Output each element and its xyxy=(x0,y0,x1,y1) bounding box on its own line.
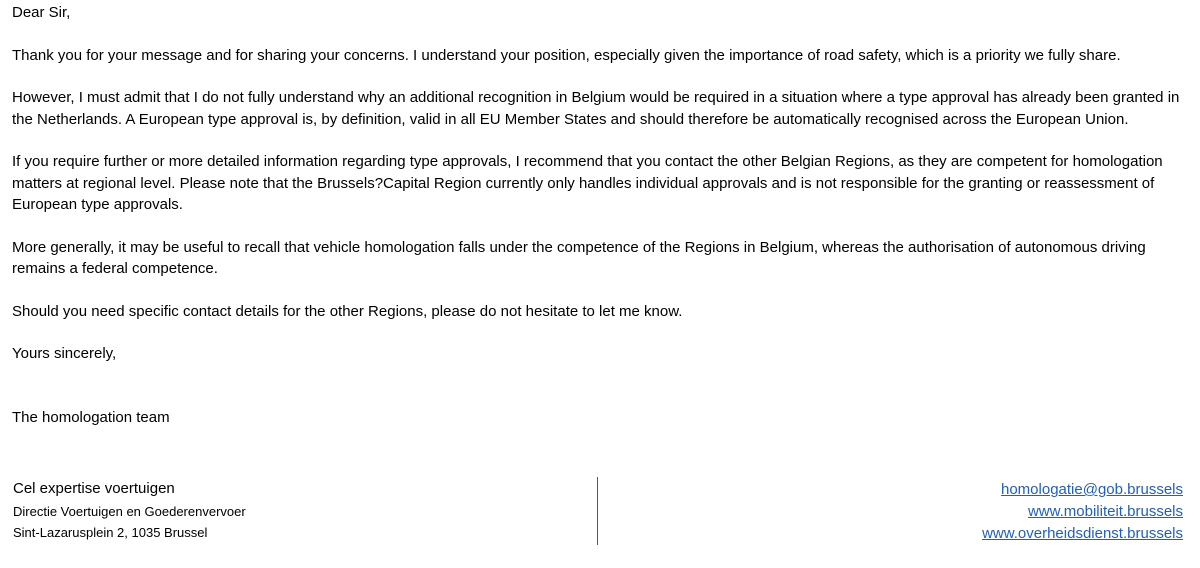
paragraph-competence: More generally, it may be useful to recall that vehicle homologation falls under the competence of the Regions in Belgium, whereas the authorisation of autonomous driving remains a federal competence. xyxy=(12,238,1146,277)
directorate-name: Directie Voertuigen en Goederenvervoer xyxy=(13,504,246,519)
paragraph-type-approval: However, I must admit that I do not fully understand why an additional recognition in Belgium would be required in a situation where a type approval has already been granted in the Netherlands. A European type approval is, by definition, valid in all EU Member States and should therefore be automatically recognised across the European Union. xyxy=(12,89,1180,128)
email-signature-footer xyxy=(13,477,1183,545)
postal-address: Sint-Lazarusplein 2, 1035 Brussel xyxy=(13,525,208,540)
contact-links xyxy=(982,479,1183,545)
email-link[interactable]: homologatie@gob.brussels xyxy=(1001,481,1183,498)
paragraph-thanks: Thank you for your message and for sharing your concerns. I understand your position, especially given the importance of road safety, which is a priority we fully share. xyxy=(12,46,1121,64)
paragraph-further-info: If you require further or more detailed information regarding type approvals, I recommend that you contact the other Belgian Regions, as they are competent for homologation matters at regional level. Please note that the Brussels?Capital Region currently only handles individual approvals and is not responsible for the granting or reassessment of European type approvals. xyxy=(12,153,1163,213)
department-info xyxy=(13,479,246,543)
paragraph-contact: Should you need specific contact details for the other Regions, please do not hesitate to let me know. xyxy=(12,302,683,320)
email-body xyxy=(12,2,1182,428)
footer-divider xyxy=(597,477,598,545)
signature: The homologation team xyxy=(12,408,170,426)
salutation: Dear Sir, xyxy=(12,4,71,21)
mobility-website-link[interactable]: www.mobiliteit.brussels xyxy=(1027,503,1183,520)
closing: Yours sincerely, xyxy=(12,345,117,362)
department-name: Cel expertise voertuigen xyxy=(13,480,175,497)
public-service-website-link[interactable]: www.overheidsdienst.brussels xyxy=(982,525,1183,542)
